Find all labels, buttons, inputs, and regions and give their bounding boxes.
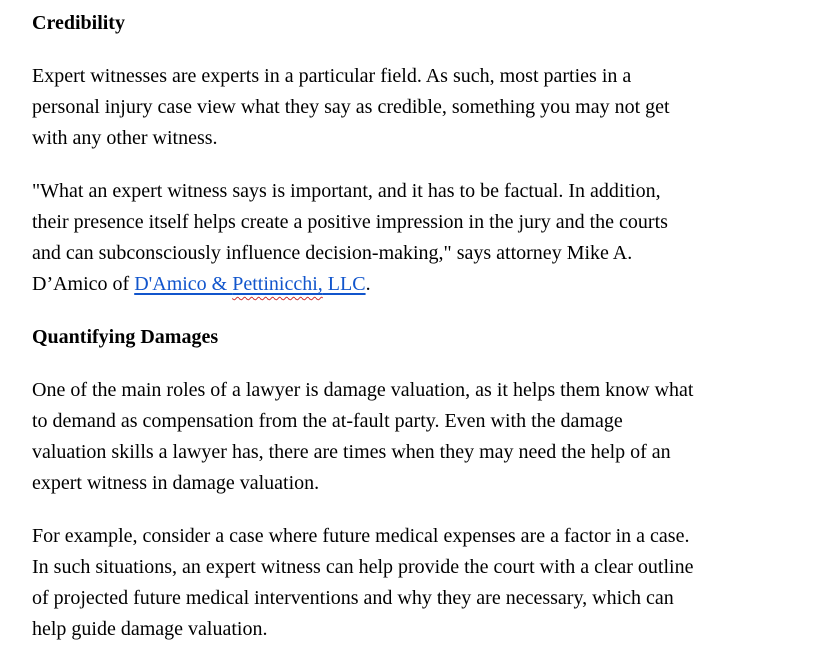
- link-text-start[interactable]: D'Amico &: [134, 273, 233, 295]
- text-line: valuation skills a lawyer has, there are times when they may need the help of an: [32, 441, 671, 463]
- link-prefix-text: D’Amico of: [32, 273, 135, 295]
- text-line: "What an expert witness says is important, and it has to be factual. In addition,: [32, 180, 661, 202]
- text-line: For example, consider a case where future medical expenses are a factor in a case.: [32, 525, 690, 547]
- text-line: help guide damage valuation.: [32, 618, 268, 640]
- heading-quantifying-damages: Quantifying Damages: [32, 326, 219, 348]
- text-line: In such situations, an expert witness can help provide the court with a clear outline: [32, 556, 694, 578]
- misspelled-word-pettinicchi[interactable]: Pettinicchi,: [232, 273, 323, 295]
- text-line: with any other witness.: [32, 127, 218, 149]
- text-line: One of the main roles of a lawyer is damage valuation, as it helps them know what: [32, 379, 694, 401]
- paragraph-credibility: [32, 61, 806, 154]
- sentence-period: .: [365, 273, 371, 295]
- paragraph-example: [32, 521, 806, 645]
- paragraph-damage-valuation: [32, 375, 806, 499]
- text-line: expert witness in damage valuation.: [32, 472, 320, 494]
- heading-credibility: Credibility: [32, 12, 125, 34]
- paragraph-quote: [32, 176, 806, 300]
- text-line: and can subconsciously influence decision-making," says attorney Mike A.: [32, 242, 633, 264]
- text-line: personal injury case view what they say as credible, something you may not get: [32, 96, 670, 118]
- damico-pettinicchi-link[interactable]: [134, 273, 365, 295]
- text-line-with-link: [32, 269, 806, 300]
- text-line: their presence itself helps create a positive impression in the jury and the courts: [32, 211, 668, 233]
- text-line: to demand as compensation from the at-fault party. Even with the damage: [32, 410, 623, 432]
- text-line: Expert witnesses are experts in a particular field. As such, most parties in a: [32, 65, 632, 87]
- link-text-end[interactable]: LLC: [322, 273, 366, 295]
- text-line: of projected future medical interventions and why they are necessary, which can: [32, 587, 674, 609]
